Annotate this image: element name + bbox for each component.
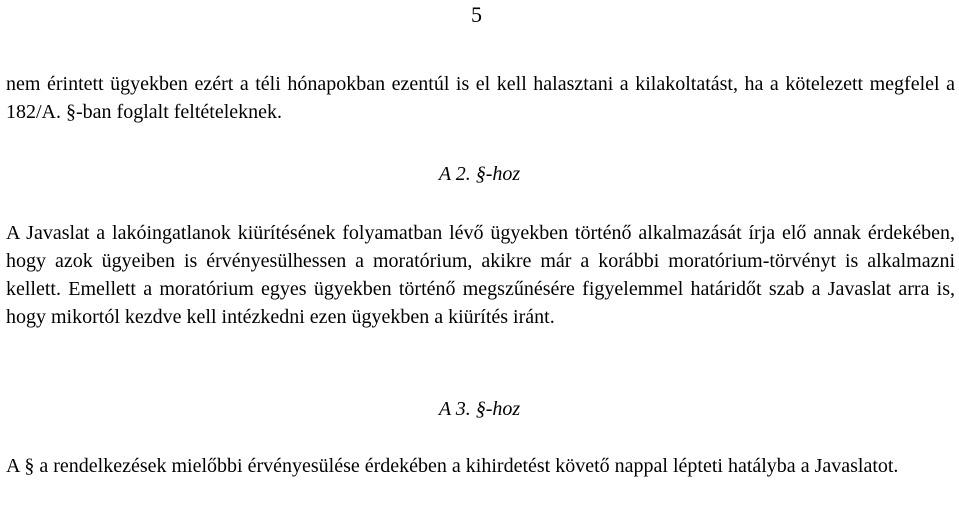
paragraph-section-3: A § a rendelkezések mielőbbi érvényesülése érdekében a kihirdetést követő nappal lépteti hatályba a Javaslatot. (6, 455, 899, 477)
paragraph-intro: nem érintett ügyekben ezért a téli hónapokban ezentúl is el kell halasztani a kilakoltatást, ha a kötelezett megfelel a 182/A. §-ban foglalt feltételeknek. (6, 73, 955, 123)
section-heading-3: A 3. §-hoz (438, 398, 521, 420)
section-heading-2: A 2. §-hoz (438, 163, 521, 185)
page-number: 5 (471, 2, 482, 27)
paragraph-section-2: A Javaslat a lakóingatlanok kiürítésének folyamatban lévő ügyekben történő alkalmazását írja elő annak érdekében, hogy azok ügyeiben is érvényesülhessen a moratórium, akikre már a korábbi moratórium-törvényt is alkalmazni kellett. Emellett a moratórium egyes ügyekben történő megszűnésére figyelemmel határidőt szab a Javaslat arra is, hogy mikortól kezdve kell intézkedni ezen ügyekben a kiürítés iránt. (6, 222, 955, 328)
